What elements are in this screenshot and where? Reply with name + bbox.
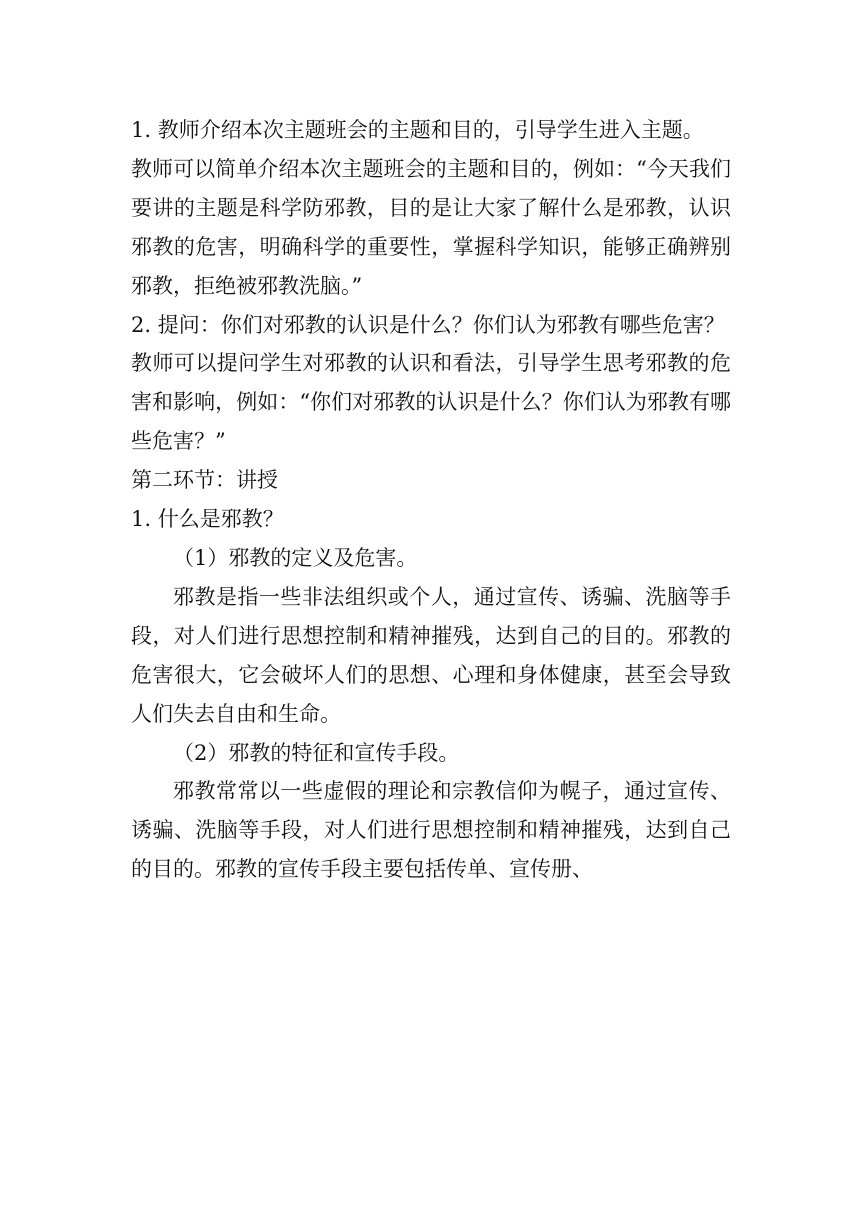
paragraph-features: 邪教常常以一些虚假的理论和宗教信仰为幌子，通过宣传、诱骗、洗脑等手段，对人们进行思想控制和精神摧残，达到自己的目的。邪教的宣传手段主要包括传单、宣传册、	[131, 779, 731, 882]
subheading-what-is-cult: 1. 什么是邪教？	[131, 507, 284, 532]
paragraph-definition: 邪教是指一些非法组织或个人，通过宣传、诱骗、洗脑等手段，对人们进行思想控制和精神摧残，达到自己的目的。邪教的危害很大，它会破坏人们的思想、心理和身体健康，甚至会导致人们失去自由和生命。	[131, 584, 731, 726]
paragraph-question-example: 教师可以提问学生对邪教的认识和看法，引导学生思考邪教的危害和影响，例如：“你们对邪教的认识是什么？你们认为邪教有哪些危害？”	[131, 351, 731, 454]
document-body	[131, 111, 731, 889]
paragraph-step-1-intro: 1. 教师介绍本次主题班会的主题和目的，引导学生进入主题。	[131, 118, 704, 142]
subheading-features: （2）邪教的特征和宣传手段。	[173, 740, 460, 765]
subheading-definition: （1）邪教的定义及危害。	[173, 545, 418, 570]
paragraph-step-2-question: 2. 提问：你们对邪教的认识是什么？你们认为邪教有哪些危害？	[131, 312, 725, 337]
paragraph-intro-example: 教师可以简单介绍本次主题班会的主题和目的，例如：“今天我们要讲的主题是科学防邪教，目的是让大家了解什么是邪教，认识邪教的危害，明确科学的重要性，掌握科学知识，能够正确辨别邪教，拒绝被邪教洗脑。”	[131, 156, 731, 298]
section-heading-lecture: 第二环节：讲授	[131, 468, 278, 493]
